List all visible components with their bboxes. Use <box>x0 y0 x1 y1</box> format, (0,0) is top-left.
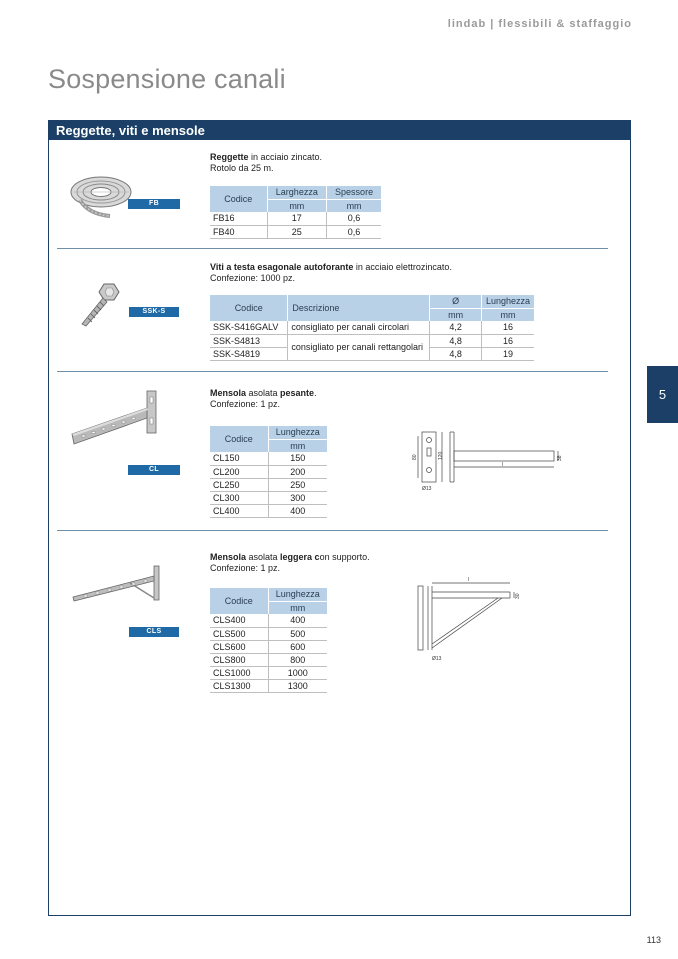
ssk-desc-rest: in acciaio elettrozincato. <box>353 262 452 272</box>
fb-header-width: Larghezza <box>267 186 327 199</box>
cell-description: consigliato per canali rettangolari <box>288 334 430 360</box>
table-row <box>210 679 327 692</box>
ssk-header-length: Lunghezza <box>481 295 534 308</box>
cell-width: 25 <box>267 225 327 238</box>
table-row <box>210 666 327 679</box>
cl-desc-bold2: pesante <box>280 388 315 398</box>
cls-desc-line2: Confezione: 1 pz. <box>210 563 281 573</box>
ssk-unit-length: mm <box>481 308 534 321</box>
table-row <box>210 225 381 238</box>
drawing-label-h3: 38 <box>557 455 563 461</box>
page-number: 113 <box>646 935 661 945</box>
strap-roll-image <box>68 170 134 222</box>
product-code-tag-fb: FB <box>128 199 180 209</box>
fb-description <box>210 152 322 174</box>
ssk-unit-diameter: mm <box>430 308 482 321</box>
cl-desc-mid: asolata <box>246 388 281 398</box>
table-row <box>210 452 327 465</box>
product-code-tag-cl: CL <box>128 465 180 475</box>
cell-length: 500 <box>268 627 327 640</box>
cls-desc-bold2: leggera c <box>280 552 320 562</box>
drawing-label-h1: 80 <box>412 454 418 460</box>
divider <box>57 371 608 372</box>
table-row <box>210 491 327 504</box>
drawing-label-dia: Ø13 <box>422 486 432 492</box>
cell-thickness: 0,6 <box>327 212 381 225</box>
cell-length: 150 <box>268 452 327 465</box>
fb-desc-rest: in acciaio zincato. <box>248 152 323 162</box>
cls-desc-end: on supporto. <box>319 552 370 562</box>
light-bracket-drawing <box>412 574 522 666</box>
cell-length: 600 <box>268 640 327 653</box>
cell-diameter: 4,8 <box>430 334 482 347</box>
cell-code: CLS400 <box>210 614 268 627</box>
cell-code: SSK-S4819 <box>210 347 288 360</box>
ssk-desc-line2: Confezione: 1000 pz. <box>210 273 296 283</box>
cell-length: 200 <box>268 465 327 478</box>
cl-spec-table <box>210 426 327 518</box>
table-row <box>210 614 327 627</box>
cl-desc-line2: Confezione: 1 pz. <box>210 399 281 409</box>
cell-code: CLS1000 <box>210 666 268 679</box>
cell-code: CLS500 <box>210 627 268 640</box>
cell-length: 400 <box>268 504 327 517</box>
cl-desc-end: . <box>314 388 317 398</box>
table-row <box>210 212 381 225</box>
fb-unit-thickness: mm <box>327 199 381 212</box>
cell-diameter: 4,8 <box>430 347 482 360</box>
cl-description <box>210 388 317 410</box>
cl-header-length: Lunghezza <box>268 426 327 439</box>
cell-length: 1300 <box>268 679 327 692</box>
drawing-label-dia: Ø13 <box>432 656 442 662</box>
table-row <box>210 653 327 666</box>
fb-desc-line2: Rotolo da 25 m. <box>210 163 274 173</box>
product-code-tag-ssk-s: SSK-S <box>129 307 179 317</box>
fb-header-code: Codice <box>210 186 267 212</box>
cell-length: 800 <box>268 653 327 666</box>
cl-desc-bold1: Mensola <box>210 388 247 398</box>
fb-spec-table <box>210 186 381 239</box>
ssk-header-code: Codice <box>210 295 288 321</box>
cell-description: consigliato per canali circolari <box>288 321 430 334</box>
section-frame <box>48 120 631 916</box>
cell-length: 19 <box>481 347 534 360</box>
cell-code: SSK-S416GALV <box>210 321 288 334</box>
section-title: Reggette, viti e mensole <box>49 121 630 140</box>
cell-code: CLS600 <box>210 640 268 653</box>
heavy-bracket-drawing <box>410 426 565 496</box>
table-row <box>210 627 327 640</box>
fb-desc-bold: Reggette <box>210 152 249 162</box>
fb-unit-width: mm <box>267 199 327 212</box>
cell-code: CL250 <box>210 478 268 491</box>
cell-thickness: 0,6 <box>327 225 381 238</box>
cell-code: FB40 <box>210 225 267 238</box>
cls-header-length: Lunghezza <box>268 588 327 601</box>
cell-code: CL200 <box>210 465 268 478</box>
cell-width: 17 <box>267 212 327 225</box>
ssk-header-description: Descrizione <box>288 295 430 321</box>
cls-unit-length: mm <box>268 601 327 614</box>
divider <box>57 530 608 531</box>
cell-length: 16 <box>481 334 534 347</box>
ssk-desc-bold: Viti a testa esagonale autoforante <box>210 262 354 272</box>
screw-image <box>74 280 124 330</box>
drawing-label-len: l <box>502 462 504 468</box>
cell-code: CLS1300 <box>210 679 268 692</box>
drawing-label-h2: 120 <box>438 451 444 460</box>
product-code-tag-cls: CLS <box>129 627 179 637</box>
cell-code: CLS800 <box>210 653 268 666</box>
chapter-tab[interactable]: 5 <box>647 366 678 423</box>
ssk-header-diameter: Ø <box>430 295 482 308</box>
cell-length: 1000 <box>268 666 327 679</box>
table-row <box>210 465 327 478</box>
cell-code: FB16 <box>210 212 267 225</box>
cl-header-code: Codice <box>210 426 268 452</box>
cell-length: 16 <box>481 321 534 334</box>
cls-header-code: Codice <box>210 588 268 614</box>
cell-diameter: 4,2 <box>430 321 482 334</box>
brand-header: lindab | flessibili & staffaggio <box>447 18 632 30</box>
heavy-bracket-image <box>68 388 160 448</box>
divider <box>57 248 608 249</box>
table-row <box>210 321 534 334</box>
cls-description <box>210 552 370 574</box>
drawing-label-h: 30 <box>515 593 521 599</box>
light-bracket-image <box>70 564 162 604</box>
cell-length: 400 <box>268 614 327 627</box>
cell-length: 300 <box>268 491 327 504</box>
cell-code: CL150 <box>210 452 268 465</box>
drawing-label-len: l <box>468 577 470 583</box>
table-row <box>210 640 327 653</box>
cell-code: CL300 <box>210 491 268 504</box>
cl-unit-length: mm <box>268 439 327 452</box>
cls-desc-mid: asolata <box>246 552 281 562</box>
ssk-description <box>210 262 452 284</box>
table-row <box>210 334 534 347</box>
table-row <box>210 478 327 491</box>
cell-code: CL400 <box>210 504 268 517</box>
fb-header-thickness: Spessore <box>327 186 381 199</box>
page-title: Sospensione canali <box>48 64 286 94</box>
cls-spec-table <box>210 588 327 693</box>
cell-code: SSK-S4813 <box>210 334 288 347</box>
table-row <box>210 504 327 517</box>
cell-length: 250 <box>268 478 327 491</box>
cls-desc-bold1: Mensola <box>210 552 247 562</box>
ssk-spec-table <box>210 295 534 361</box>
